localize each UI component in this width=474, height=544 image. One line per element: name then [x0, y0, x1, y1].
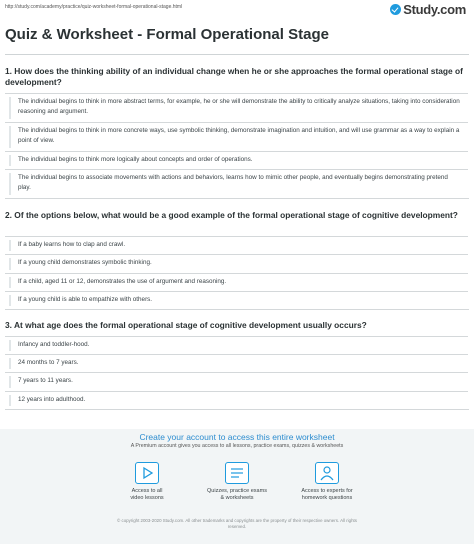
- divider: [5, 409, 469, 410]
- logo-text: Study.com: [403, 2, 466, 17]
- question-2-option-3: If a child, aged 11 or 12, demonstrates the use of argument and reasoning.: [5, 273, 468, 291]
- question-1-option-2: The individual begins to think in more concrete ways, use symbolic thinking, demonstrate imagination and intuition, and will use grammar as a way to explain a point of view.: [5, 122, 468, 151]
- feature-label: Access to experts for homework questions: [301, 488, 353, 501]
- question-2: 2. Of the options below, what would be a good example of the formal operational stage of cognitive development?: [5, 210, 458, 220]
- question-3-option-3: 7 years to 11 years.: [5, 372, 468, 391]
- question-3: 3. At what age does the formal operational stage of cognitive development usually occurs?: [5, 320, 367, 330]
- question-2-option-4: If a young child is able to empathize with others.: [5, 291, 468, 309]
- experts-icon: [315, 462, 339, 484]
- divider: [5, 198, 469, 199]
- question-1-option-4: The individual begins to associate movements with actions and behaviors, learns how to mimic other people, and eventually begins demonstrating pretend play.: [5, 169, 468, 198]
- page-title: Quiz & Worksheet - Formal Operational Stage: [5, 26, 329, 43]
- question-3-option-1: Infancy and toddler-hood.: [5, 336, 468, 354]
- question-2-option-1: If a baby learns how to clap and crawl.: [5, 236, 468, 254]
- feature-quizzes: [197, 462, 277, 502]
- question-2-option-2: If a young child demonstrates symbolic thinking.: [5, 254, 468, 273]
- question-1: 1. How does the thinking ability of an individual change when he or she approaches the formal operational stage of development?: [5, 66, 463, 87]
- create-account-link[interactable]: Create your account to access this entire worksheet: [139, 432, 335, 442]
- quiz-icon: [225, 462, 249, 484]
- feature-video-lessons: [107, 462, 187, 502]
- divider: [5, 309, 469, 310]
- feature-label: Access to all video lessons: [130, 488, 164, 501]
- study-logo[interactable]: [390, 2, 466, 17]
- question-3-option-4: 12 years into adulthood.: [5, 391, 468, 409]
- feature-label: Quizzes, practice exams & worksheets: [207, 488, 267, 501]
- copyright: © copyright 2003-2020 Study.com. All other trademarks and copyrights are the property of their respective owners. All rights reserved.: [117, 518, 357, 529]
- study-check-icon: [390, 4, 401, 15]
- title-divider: [5, 54, 469, 55]
- page-url: http://study.com/academy/practice/quiz-worksheet-formal-operational-stage.html: [5, 4, 183, 10]
- feature-experts: [287, 462, 367, 502]
- question-3-option-2: 24 months to 7 years.: [5, 354, 468, 372]
- question-1-option-1: The individual begins to think in more abstract terms, for example, he or she will demonstrate the ability to critically analyze situations, taking into consideration reasoning and argument.: [5, 93, 468, 122]
- video-lesson-icon: [135, 462, 159, 484]
- premium-description: A Premium account gives you access to all lessons, practice exams, quizzes & worksheets: [130, 443, 344, 449]
- question-1-option-3: The individual begins to think more logically about concepts and order of operations.: [5, 151, 468, 169]
